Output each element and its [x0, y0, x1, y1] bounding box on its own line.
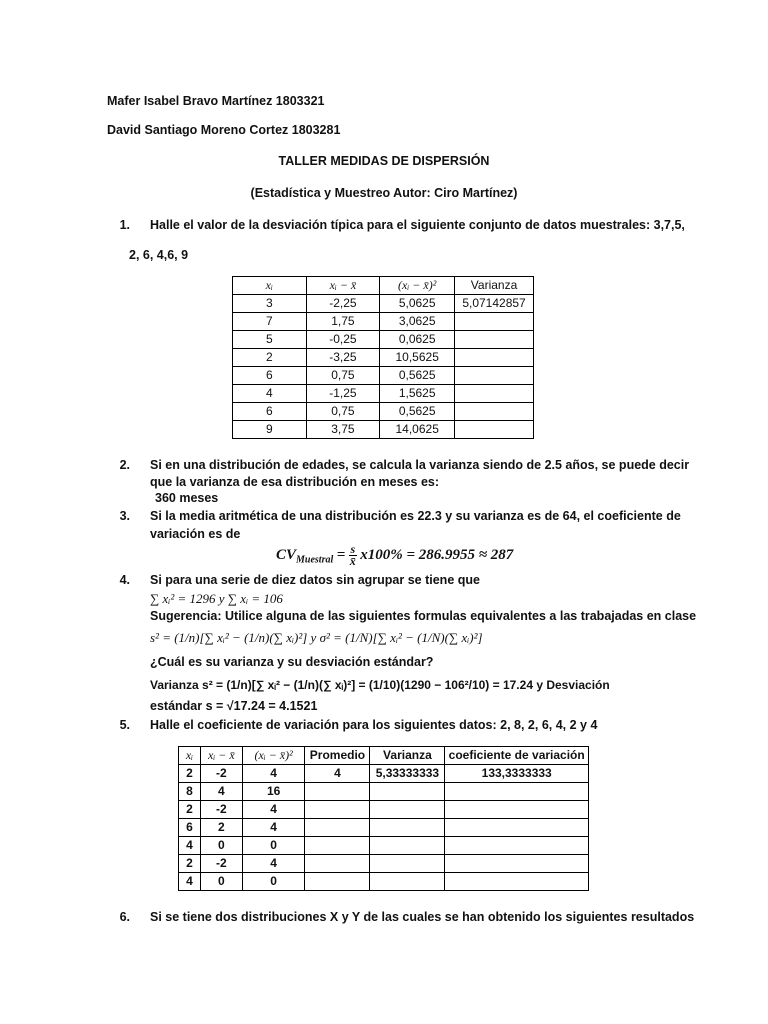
cell: -3,25: [306, 349, 380, 367]
cell: 5,07142857: [455, 295, 534, 313]
s-over-xbar-fraction: [349, 544, 357, 567]
cell: 8: [179, 783, 201, 801]
cell: 0: [200, 837, 242, 855]
cell: 3: [233, 295, 307, 313]
cell: 1,5625: [380, 385, 455, 403]
cell: 133,3333333: [445, 765, 589, 783]
cell: 9: [233, 421, 307, 439]
cv-result: x100% = 286.9955 ≈ 287: [360, 546, 514, 563]
question-5-number: 5.: [119, 718, 130, 732]
cell: [370, 783, 445, 801]
coefficient-of-variation-formula: [276, 544, 513, 567]
cell: 16: [242, 783, 305, 801]
cell: [445, 855, 589, 873]
cell: 0,5625: [380, 403, 455, 421]
header-squared-deviation: (xᵢ − x̄)²: [242, 747, 305, 765]
cell: [305, 837, 370, 855]
table-row: [179, 783, 589, 801]
cell: -2: [200, 765, 242, 783]
question-3-text-continued: variación es de: [150, 527, 241, 541]
cell: -1,25: [306, 385, 380, 403]
cell: 4: [179, 837, 201, 855]
cell: [305, 783, 370, 801]
document-title: TALLER MEDIDAS DE DISPERSIÓN: [278, 154, 490, 168]
question-2-answer: 360 meses: [155, 491, 219, 505]
cell: 6: [179, 819, 201, 837]
cell: [305, 873, 370, 891]
cell: [455, 313, 534, 331]
table-row: [179, 855, 589, 873]
table-row: [233, 385, 534, 403]
cell: 4: [242, 765, 305, 783]
cell: [455, 385, 534, 403]
cell: 0,0625: [380, 331, 455, 349]
cell: 2: [200, 819, 242, 837]
cv-symbol: CV: [276, 546, 297, 563]
cell: [455, 367, 534, 385]
cell: 0,5625: [380, 367, 455, 385]
header-deviation: xᵢ − x̄: [200, 747, 242, 765]
cell: [370, 873, 445, 891]
suggestion-text: Sugerencia: Utilice alguna de las siguientes formulas equivalentes a las trabajadas en clase: [150, 609, 697, 623]
variance-calculation: Varianza s² = (1/n)[∑ xᵢ² − (1/n)(∑ xᵢ)²] = (1/10)(1290 − 106²/10) = 17.24 y Desviación: [150, 678, 610, 692]
cell: 3,0625: [380, 313, 455, 331]
cell: 5,0625: [380, 295, 455, 313]
cell: 0,75: [306, 403, 380, 421]
cell: [370, 837, 445, 855]
table-row: [233, 421, 534, 439]
question-2-text: Si en una distribución de edades, se calcula la varianza siendo de 2.5 años, se puede decir: [150, 458, 690, 472]
question-3-number: 3.: [119, 509, 130, 523]
header-varianza: Varianza: [455, 277, 534, 295]
document-subtitle: (Estadística y Muestreo Autor: Ciro Martínez): [250, 186, 518, 200]
fraction-denominator: x̄: [349, 554, 356, 568]
cell: 0: [242, 837, 305, 855]
cell: [445, 801, 589, 819]
header-varianza: Varianza: [370, 747, 445, 765]
question-1-table: [232, 276, 534, 439]
cell: [370, 819, 445, 837]
cell: 7: [233, 313, 307, 331]
cell: 4: [242, 801, 305, 819]
question-6-text: Si se tiene dos distribuciones X y Y de las cuales se han obtenido los siguientes resultados: [150, 910, 695, 924]
table-row: [233, 295, 534, 313]
cell: 2: [179, 765, 201, 783]
question-4-subquestion: ¿Cuál es su varianza y su desviación estándar?: [150, 655, 434, 669]
question-1-data: 2, 6, 4,6, 9: [129, 248, 189, 262]
question-5-text: Halle el coeficiente de variación para los siguientes datos: 2, 8, 2, 6, 4, 2 y 4: [150, 718, 598, 732]
given-sums: ∑ xᵢ² = 1296 y ∑ xᵢ = 106: [150, 591, 283, 606]
cell: 1,75: [306, 313, 380, 331]
table-row: [179, 837, 589, 855]
std-deviation-calculation: estándar s = √17.24 = 4.1521: [150, 699, 318, 713]
cell: 2: [179, 801, 201, 819]
cell: [455, 403, 534, 421]
table-row: [233, 313, 534, 331]
cell: 0,75: [306, 367, 380, 385]
cell: 5,33333333: [370, 765, 445, 783]
cell: 2: [179, 855, 201, 873]
cell: 2: [233, 349, 307, 367]
cell: 5: [233, 331, 307, 349]
cell: 0: [200, 873, 242, 891]
cell: [305, 855, 370, 873]
cell: [455, 331, 534, 349]
header-xi: xᵢ: [233, 277, 307, 295]
table-row: [233, 403, 534, 421]
cell: [455, 349, 534, 367]
table-row: [179, 801, 589, 819]
cell: 4: [233, 385, 307, 403]
header-xi: xᵢ: [179, 747, 201, 765]
cell: 10,5625: [380, 349, 455, 367]
cell: 14,0625: [380, 421, 455, 439]
cell: [370, 855, 445, 873]
table-row: [233, 349, 534, 367]
question-2-text-continued: que la varianza de esa distribución en meses es:: [150, 475, 440, 489]
cell: [445, 837, 589, 855]
question-1-number: 1.: [119, 218, 130, 232]
table-header-row: [179, 747, 589, 765]
cell: 4: [200, 783, 242, 801]
question-5-table: [178, 746, 589, 891]
cell: 0: [242, 873, 305, 891]
fraction-numerator: s: [350, 542, 356, 556]
question-4-number: 4.: [119, 573, 130, 587]
table-row: [179, 819, 589, 837]
cell: 4: [179, 873, 201, 891]
header-coeficiente: coeficiente de variación: [445, 747, 589, 765]
question-6-number: 6.: [119, 910, 130, 924]
cell: [305, 819, 370, 837]
cell: [445, 873, 589, 891]
question-3-text: Si la media aritmética de una distribución es 22.3 y su varianza es de 64, el coeficiente de: [150, 509, 681, 523]
question-2-number: 2.: [119, 458, 130, 472]
cv-equals: =: [336, 546, 346, 563]
header-promedio: Promedio: [305, 747, 370, 765]
table-header-row: [233, 277, 534, 295]
cv-subscript: Muestral: [296, 554, 334, 566]
cell: -2: [200, 855, 242, 873]
cell: 4: [305, 765, 370, 783]
author-line-2: David Santiago Moreno Cortez 1803281: [107, 123, 341, 137]
cell: [445, 819, 589, 837]
question-1-text: Halle el valor de la desviación típica para el siguiente conjunto de datos muestrales: 3,7,5,: [150, 218, 685, 232]
cell: -2: [200, 801, 242, 819]
cell: [370, 801, 445, 819]
table-row: [233, 331, 534, 349]
variance-formulas: s² = (1/n)[∑ xᵢ² − (1/n)(∑ xᵢ)²] y σ² = (1/N)[∑ xᵢ² − (1/N)(∑ xᵢ)²]: [150, 630, 483, 645]
cell: 6: [233, 403, 307, 421]
cell: 4: [242, 819, 305, 837]
cell: 6: [233, 367, 307, 385]
cell: [305, 801, 370, 819]
question-4-text: Si para una serie de diez datos sin agrupar se tiene que: [150, 573, 480, 587]
cell: 3,75: [306, 421, 380, 439]
table-row: [179, 765, 589, 783]
cell: -2,25: [306, 295, 380, 313]
header-deviation: xᵢ − x̄: [306, 277, 380, 295]
cell: [445, 783, 589, 801]
author-line-1: Mafer Isabel Bravo Martínez 1803321: [107, 94, 325, 108]
cell: -0,25: [306, 331, 380, 349]
table-row: [179, 873, 589, 891]
cell: [455, 421, 534, 439]
table-row: [233, 367, 534, 385]
header-squared-deviation: (xᵢ − x̄)²: [380, 277, 455, 295]
cell: 4: [242, 855, 305, 873]
